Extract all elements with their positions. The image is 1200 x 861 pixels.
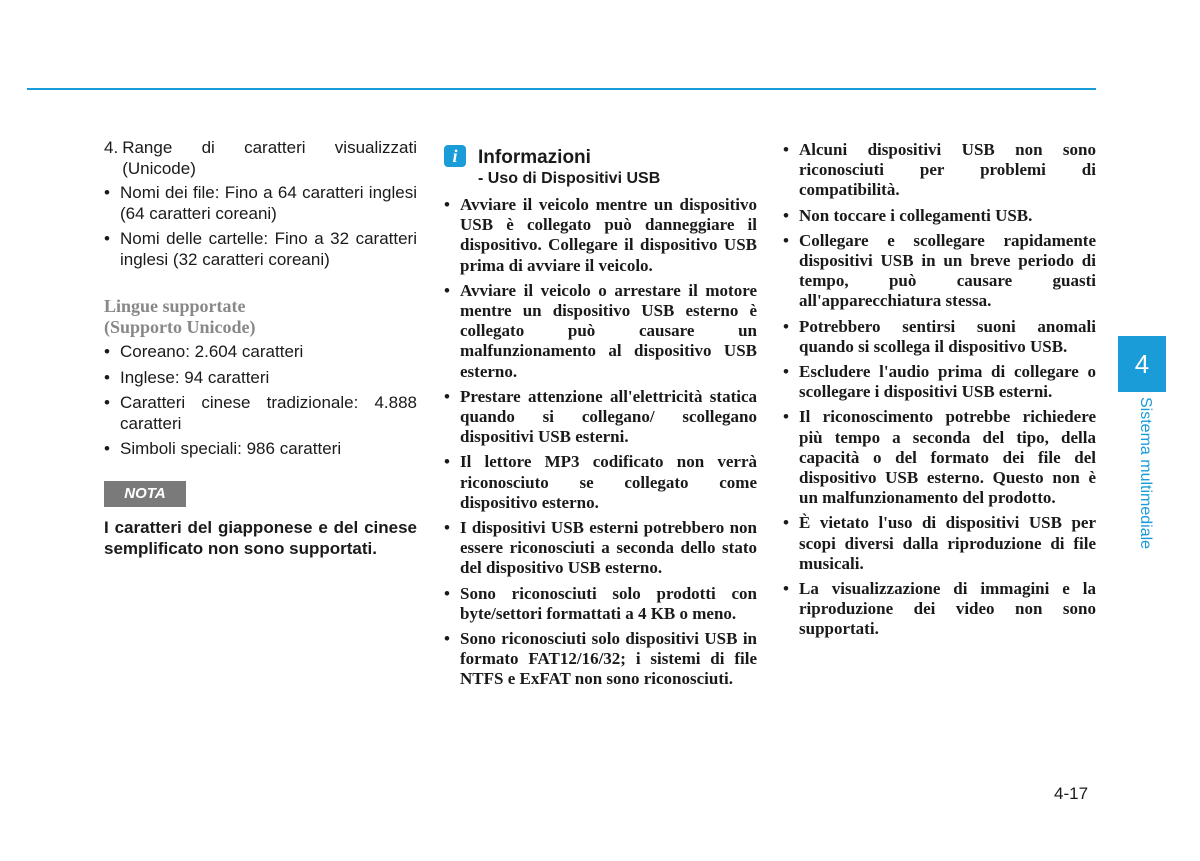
- list-item: • La visualizzazione di immagini e la riproduzione dei video non sono supportati.: [783, 579, 1096, 639]
- limits-list: [104, 183, 417, 270]
- bullet: •: [104, 183, 110, 202]
- bullet: •: [783, 205, 789, 225]
- list-item: • Prestare attenzione all'elettricità statica quando si collegano/ scollegano dispositivi USB esterni.: [444, 386, 757, 447]
- bullet: •: [783, 579, 789, 599]
- list-item: • Collegare e scollegare rapidamente dispositivi USB in un breve periodo di tempo, può causare guasti all'apparecchiatura stessa.: [783, 230, 1096, 311]
- list-item: • Avviare il veicolo o arrestare il motore mentre un dispositivo USB esterno è collegato può causare un malfunzionamento al dispositivo USB esterno.: [444, 280, 757, 381]
- list-item: • Alcuni dispositivi USB non sono riconosciuti per problemi di compatibilità.: [783, 140, 1096, 200]
- info-header: [444, 138, 757, 169]
- bullet: •: [104, 229, 110, 248]
- bullet: •: [783, 407, 789, 427]
- list-item: • Il lettore MP3 codificato non verrà riconosciuto se collegato come dispositivo esterno.: [444, 452, 757, 512]
- bullet: •: [783, 230, 789, 250]
- bullet: •: [783, 513, 789, 533]
- bullet: •: [444, 280, 450, 300]
- item-text: Range di caratteri visualizzati (Unicode): [122, 138, 417, 178]
- list-item: • È vietato l'uso di dispositivi USB per scopi diversi dalla riproduzione di file musicali.: [783, 513, 1096, 573]
- info-subtitle: - Uso di Dispositivi USB: [478, 170, 661, 187]
- bullet: •: [444, 386, 450, 406]
- page-number: 4-17: [1054, 784, 1089, 803]
- list-item: • Nomi delle cartelle: Fino a 32 caratteri inglesi (32 caratteri coreani): [104, 229, 417, 269]
- bullet: •: [104, 393, 110, 412]
- usb-notes-list: [783, 140, 1096, 640]
- info-column: [444, 138, 757, 695]
- bullet: •: [444, 583, 450, 603]
- info-list: [444, 195, 757, 690]
- bullet: •: [104, 367, 110, 387]
- chapter-tab: 4: [1118, 336, 1166, 392]
- languages-list: [104, 342, 417, 460]
- list-item: • Avviare il veicolo mentre un dispositivo USB è collegato può danneggiare il dispositivo. Collegare il dispositivo USB prima di avviare il veicolo.: [444, 195, 757, 275]
- bullet: •: [444, 518, 450, 538]
- list-item: • Escludere l'audio prima di collegare o scollegare i dispositivi USB esterni.: [783, 362, 1096, 402]
- info-title: Informazioni: [478, 147, 591, 168]
- bullet: •: [783, 316, 789, 336]
- bullet: •: [444, 452, 450, 472]
- bullet: •: [444, 629, 450, 649]
- list-item: • Nomi dei file: Fino a 64 caratteri inglesi (64 caratteri coreani): [104, 183, 417, 223]
- list-item: • Sono riconosciuti solo prodotti con byte/settori formattati a 4 KB o meno.: [444, 583, 757, 623]
- list-item: • Sono riconosciuti solo dispositivi USB in formato FAT12/16/32; i sistemi di file NTFS e ExFAT non sono riconosciuti.: [444, 629, 757, 689]
- list-item: • Potrebbero sentirsi suoni anomali quando si scollega il dispositivo USB.: [783, 316, 1096, 356]
- chapter-label: Sistema multimediale: [1137, 397, 1154, 550]
- item-number: 4.: [104, 138, 119, 157]
- bullet: •: [104, 342, 110, 361]
- list-item: • Inglese: 94 caratteri: [104, 367, 270, 387]
- list-item: • I dispositivi USB esterni potrebbero non essere riconosciuti a seconda dello stato del dispositivo USB esterno.: [444, 518, 757, 578]
- section-title: Lingue supportate (Supporto Unicode): [104, 296, 256, 337]
- left-column: [104, 138, 417, 559]
- header-rule: [27, 88, 1096, 90]
- info-icon: i: [444, 145, 466, 167]
- list-item: • Il riconoscimento potrebbe richiedere più tempo a seconda del tipo, della capacità o del formato dei file del dispositivo USB esterno. Questo non è un malfunzionamento del prodotto.: [783, 407, 1096, 508]
- numbered-item: [104, 138, 417, 179]
- nota-badge: NOTA: [104, 481, 186, 508]
- right-column: [783, 140, 1096, 645]
- bullet: •: [783, 140, 789, 159]
- list-item: • Non toccare i collegamenti USB.: [783, 205, 1033, 225]
- list-item: • Caratteri cinese tradizionale: 4.888 caratteri: [104, 393, 417, 433]
- bullet: •: [444, 195, 450, 214]
- list-item: • Coreano: 2.604 caratteri: [104, 342, 304, 361]
- nota-text: I caratteri del giapponese e del cinese semplificato non sono supportati.: [104, 518, 417, 558]
- bullet: •: [104, 439, 110, 458]
- bullet: •: [783, 362, 789, 382]
- list-item: • Simboli speciali: 986 caratteri: [104, 439, 342, 458]
